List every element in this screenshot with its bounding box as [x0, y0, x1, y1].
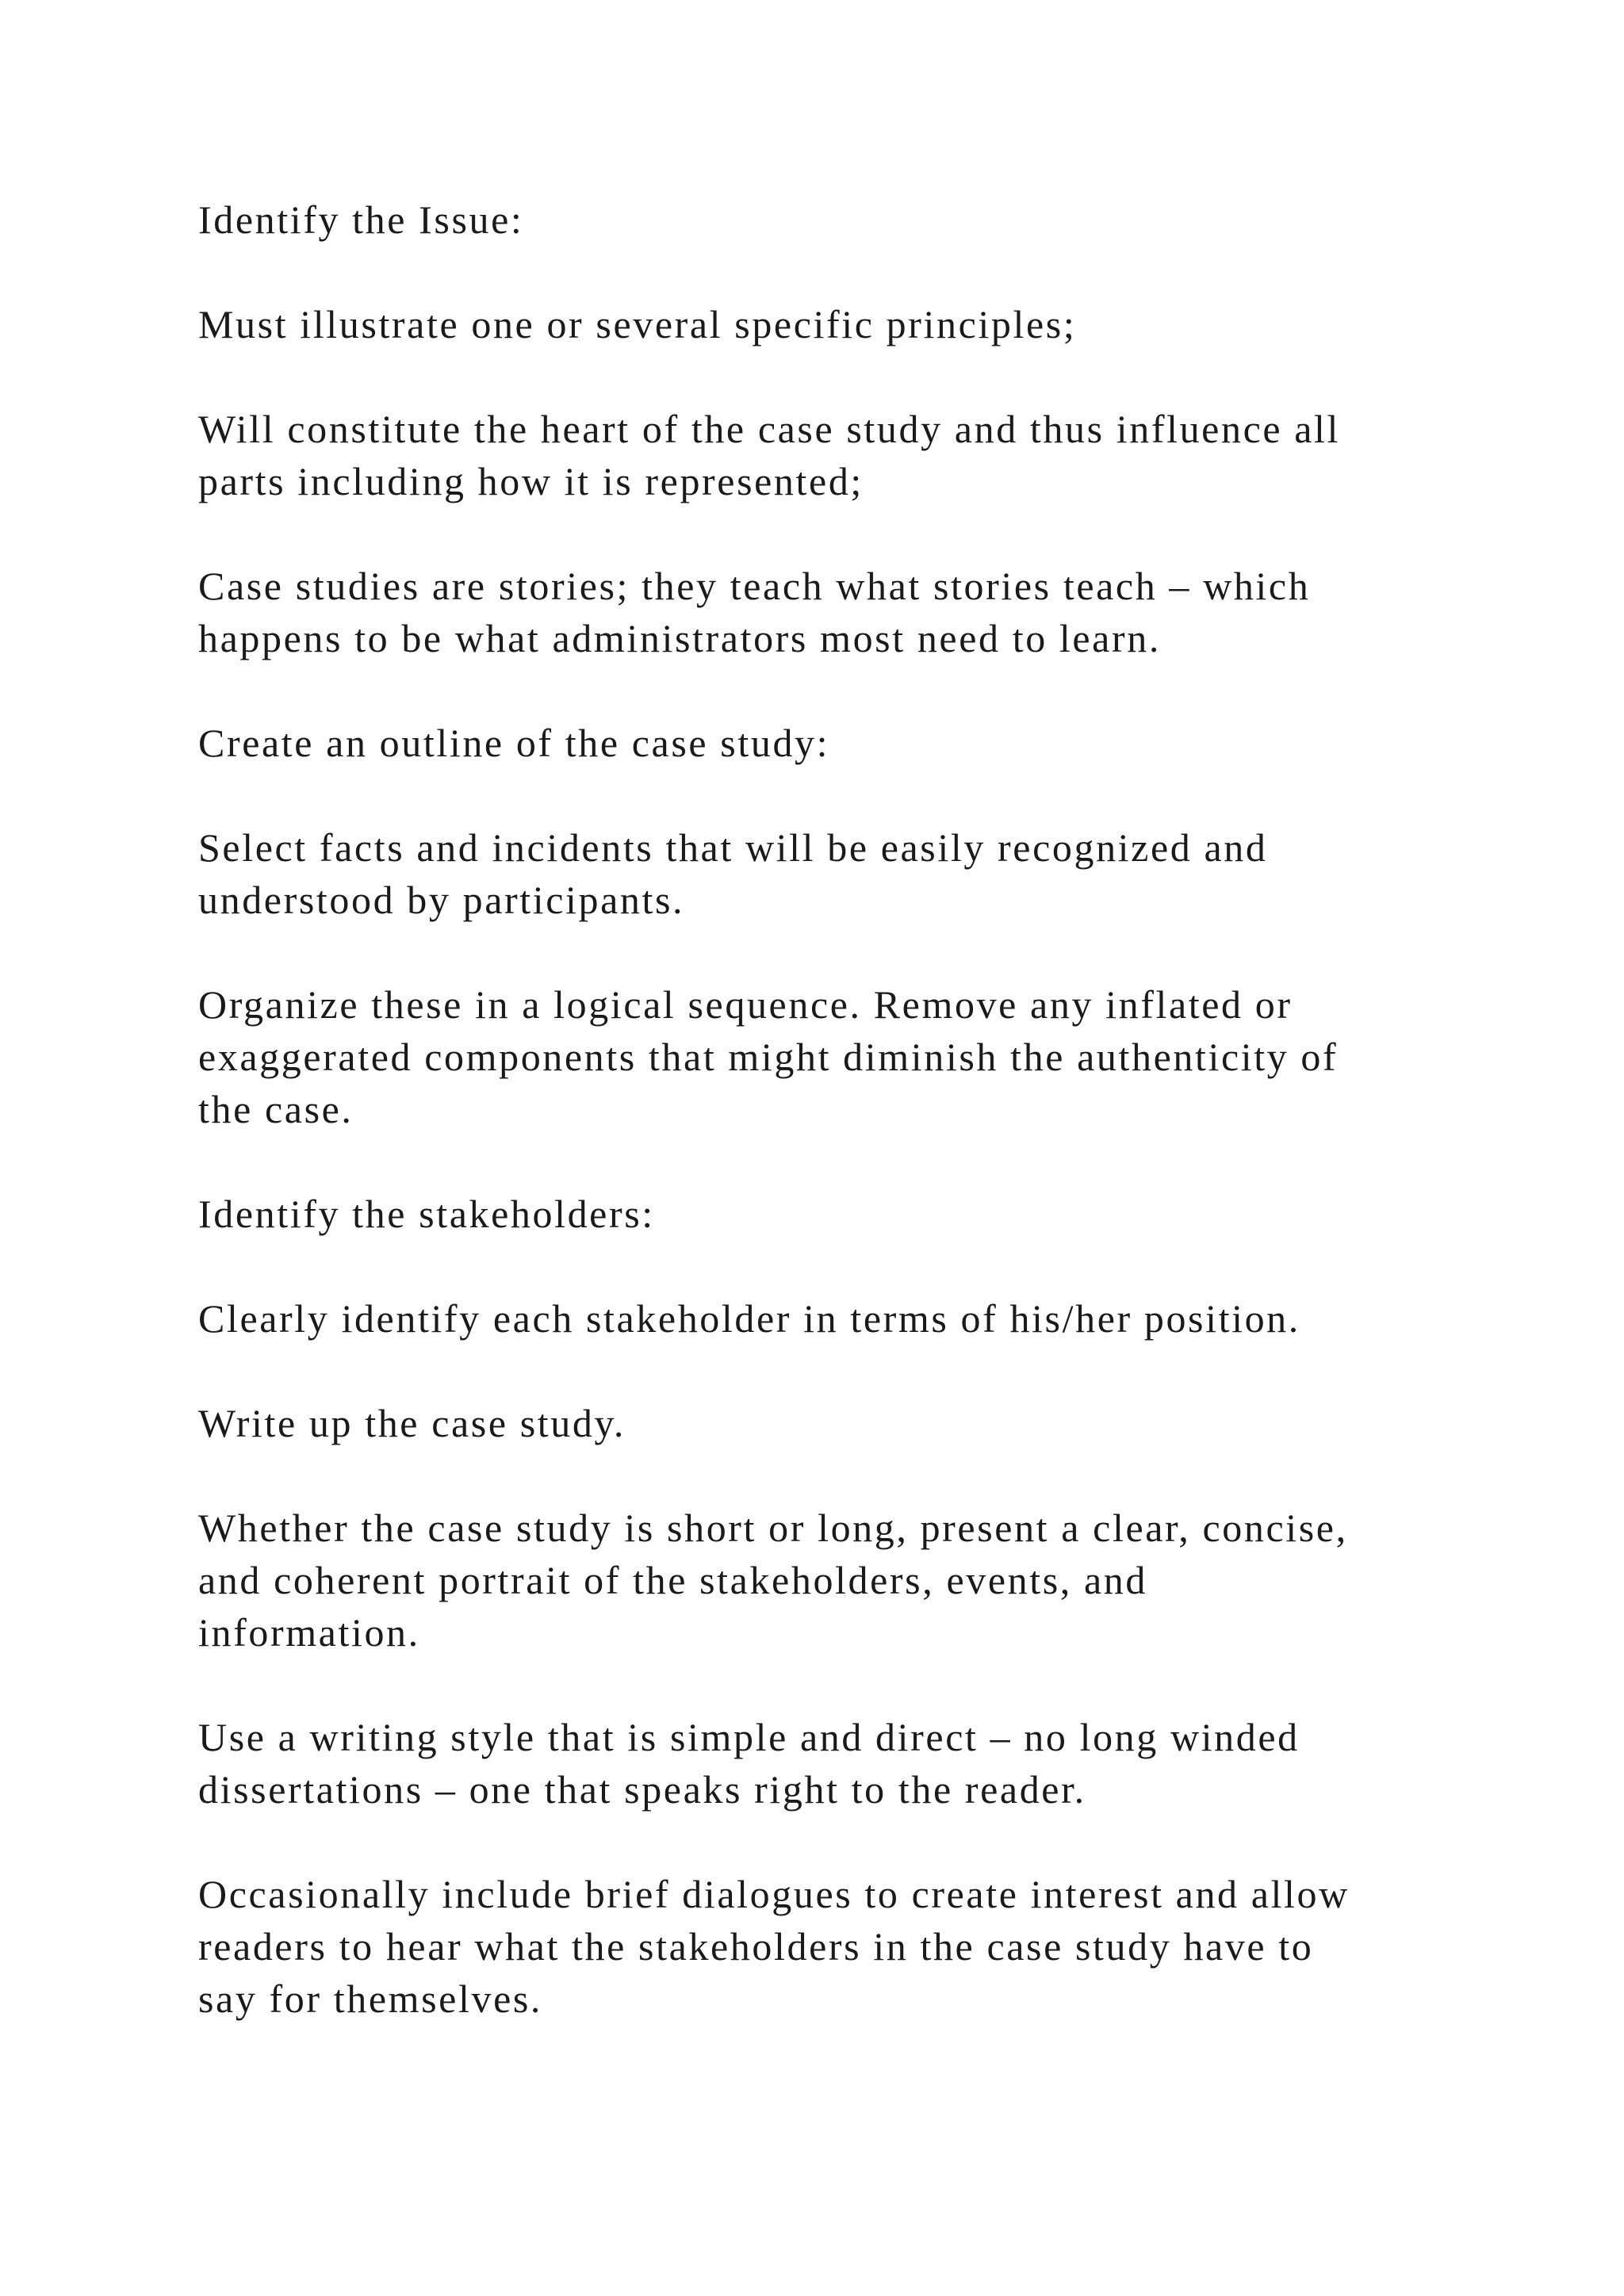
text-line: Identify the stakeholders:	[198, 1192, 655, 1236]
text-line: Will constitute the heart of the case study and thus influence all	[198, 407, 1341, 451]
text-line: readers to hear what the stakeholders in the case study have to	[198, 1924, 1314, 1969]
text-line: Occasionally include brief dialogues to create interest and allow	[198, 1872, 1350, 1916]
text-line: the case.	[198, 1087, 354, 1131]
paragraph	[198, 821, 1499, 926]
paragraph	[198, 1397, 1499, 1449]
text-line: happens to be what administrators most need to learn.	[198, 616, 1161, 660]
document-body	[198, 193, 1499, 2077]
text-line: Use a writing style that is simple and direct – no long winded	[198, 1715, 1300, 1759]
paragraph	[198, 403, 1499, 507]
text-line: exaggerated components that might diminish the authenticity of	[198, 1035, 1339, 1079]
paragraph	[198, 1188, 1499, 1240]
text-line: Clearly identify each stakeholder in terms of his/her position.	[198, 1296, 1300, 1341]
paragraph	[198, 1868, 1499, 2025]
paragraph	[198, 1502, 1499, 1659]
paragraph	[198, 1292, 1499, 1345]
text-line: Write up the case study.	[198, 1401, 626, 1445]
text-line: parts including how it is represented;	[198, 459, 864, 503]
text-line: information.	[198, 1610, 420, 1655]
paragraph	[198, 560, 1499, 664]
paragraph	[198, 298, 1499, 350]
text-line: Identify the Issue:	[198, 197, 524, 242]
text-line: Must illustrate one or several specific principles;	[198, 302, 1077, 346]
text-line: Select facts and incidents that will be easily recognized and	[198, 825, 1268, 870]
paragraph	[198, 193, 1499, 246]
text-line: understood by participants.	[198, 878, 685, 922]
paragraph	[198, 717, 1499, 769]
paragraph	[198, 1711, 1499, 1816]
text-line: dissertations – one that speaks right to the reader.	[198, 1767, 1086, 1812]
text-line: Organize these in a logical sequence. Remove any inflated or	[198, 982, 1293, 1027]
text-line: say for themselves.	[198, 1976, 543, 2021]
paragraph	[198, 978, 1499, 1135]
text-line: Case studies are stories; they teach what stories teach – which	[198, 564, 1311, 608]
text-line: Create an outline of the case study:	[198, 721, 830, 765]
text-line: and coherent portrait of the stakeholders, events, and	[198, 1558, 1147, 1602]
text-line: Whether the case study is short or long, present a clear, concise,	[198, 1506, 1348, 1550]
